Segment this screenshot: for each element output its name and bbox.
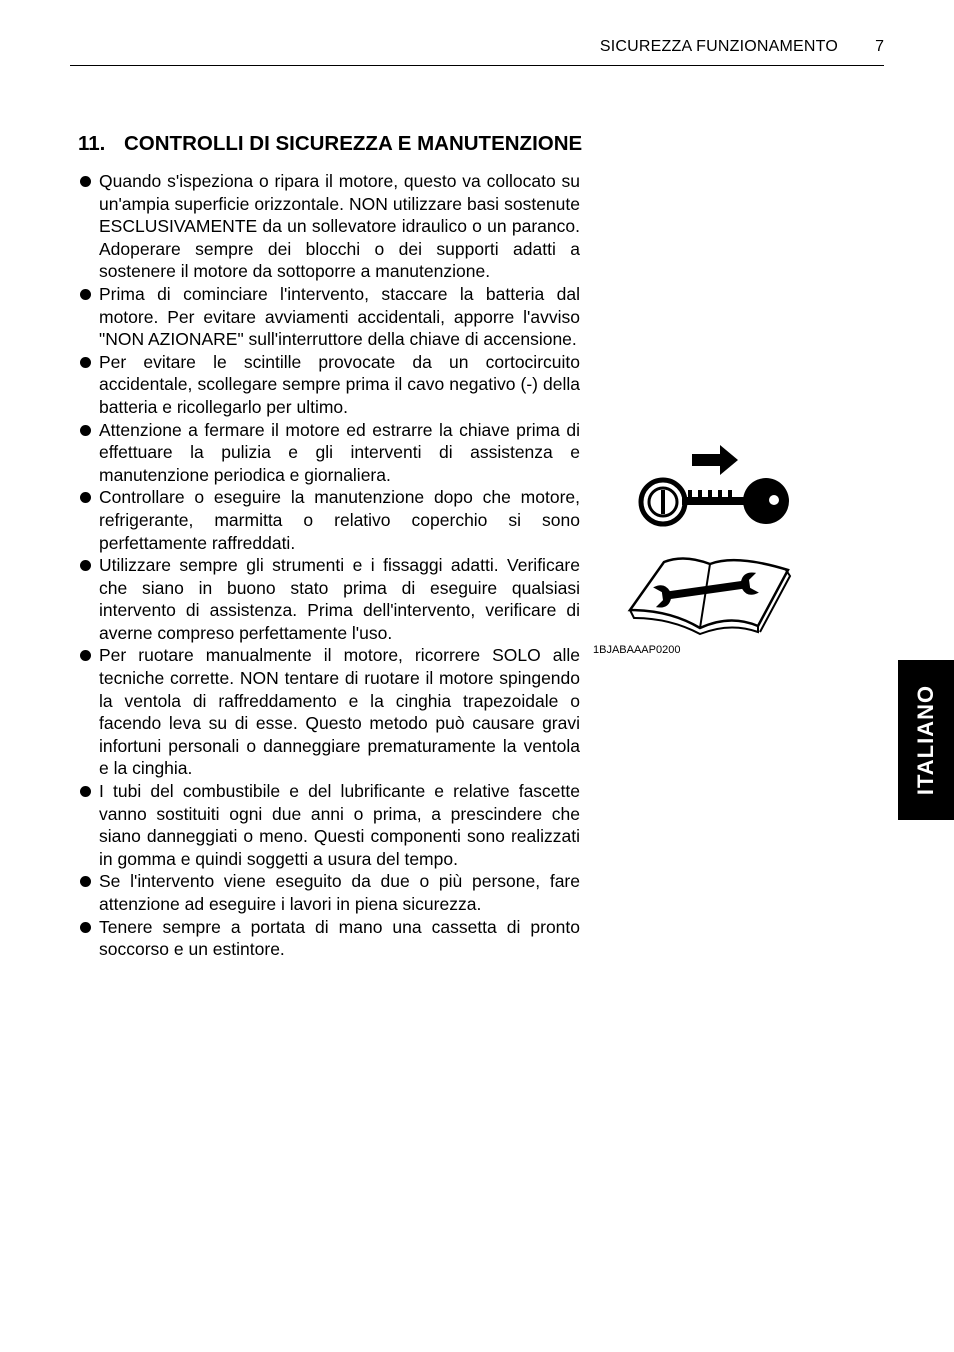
bullet-icon [80,176,91,187]
bullet-icon [80,560,91,571]
language-tab-label: ITALIANO [913,684,938,796]
bullet-icon [80,786,91,797]
bullet-icon [80,492,91,503]
list-item: Se l'intervento viene eseguito da due o più persone, fare attenzione ad eseguire i lavori in piena sicurezza. [78,870,580,915]
section-number: 11. [78,132,106,155]
figure-caption: 1BJABAAAP0200 [593,644,681,656]
page-number: 7 [875,38,884,55]
section-title: CONTROLLI DI SICUREZZA E MANUTENZIONE [124,132,583,155]
manual-wrench-icon [626,552,796,636]
bullet-icon [80,425,91,436]
list-item: Attenzione a fermare il motore ed estrarre la chiave prima di effettuare la pulizia e gli interventi di assistenza e manutenzione periodica e giornaliera. [78,419,580,487]
manual-wrench-illustration [626,552,796,636]
bullet-icon [80,289,91,300]
bullet-icon [80,922,91,933]
list-item: Controllare o eseguire la manutenzione dopo che motore, refrigerante, marmitta o relativo coperchio si sono perfettamente raffreddati. [78,486,580,554]
list-item: Utilizzare sempre gli strumenti e i fissaggi adatti. Verificare che siano in buono stato prima di eseguire qualsiasi intervento di assistenza. Prima dell'intervento, verificare di averne compreso perfettamente l'uso. [78,554,580,644]
bullet-icon [80,876,91,887]
bullet-icon [80,357,91,368]
bullet-icon [80,650,91,661]
list-item: Prima di cominciare l'intervento, staccare la batteria dal motore. Per evitare avviamenti accidentali, apporre l'avviso "NON AZIONARE" sull'interruttore della chiave di accensione. [78,283,580,351]
section-heading [78,132,582,156]
list-item: Per ruotare manualmente il motore, ricorrere SOLO alle tecniche corrette. NON tentare di ruotare il motore spingendo la ventola di raffreddamento e la cinghia trapezoidale o facendo leva su di esse. Questo metodo può causare gravi infortuni personali o danneggiare prematuramente la ventola e la cinghia. [78,644,580,780]
header-section-title: SICUREZZA FUNZIONAMENTO [599,38,838,55]
list-item: Tenere sempre a portata di mano una cassetta di pronto soccorso e un estintore. [78,916,580,961]
safety-bullet-list [78,170,580,961]
language-tab [898,660,954,820]
header-divider [70,65,884,66]
list-item: Quando s'ispeziona o ripara il motore, questo va collocato su un'ampia superficie orizzontale. NON utilizzare basi sostenute ESCLUSIVAMENTE da un sollevatore idraulico o un paranco. Adoperare sempre dei blocchi o dei supporti adatti a sostenere il motore da sottoporre a manutenzione. [78,170,580,283]
list-item: Per evitare le scintille provocate da un cortocircuito accidentale, scollegare sempre prima il cavo negativo (-) della batteria e ricollegarlo per ultimo. [78,351,580,419]
list-item: I tubi del combustibile e del lubrificante e relative fascette vanno sostituiti ogni due anni o prima, a prescindere che siano danneggiati o meno. Questi componenti sono realizzati in gomma e quindi soggetti a usura del tempo. [78,780,580,870]
